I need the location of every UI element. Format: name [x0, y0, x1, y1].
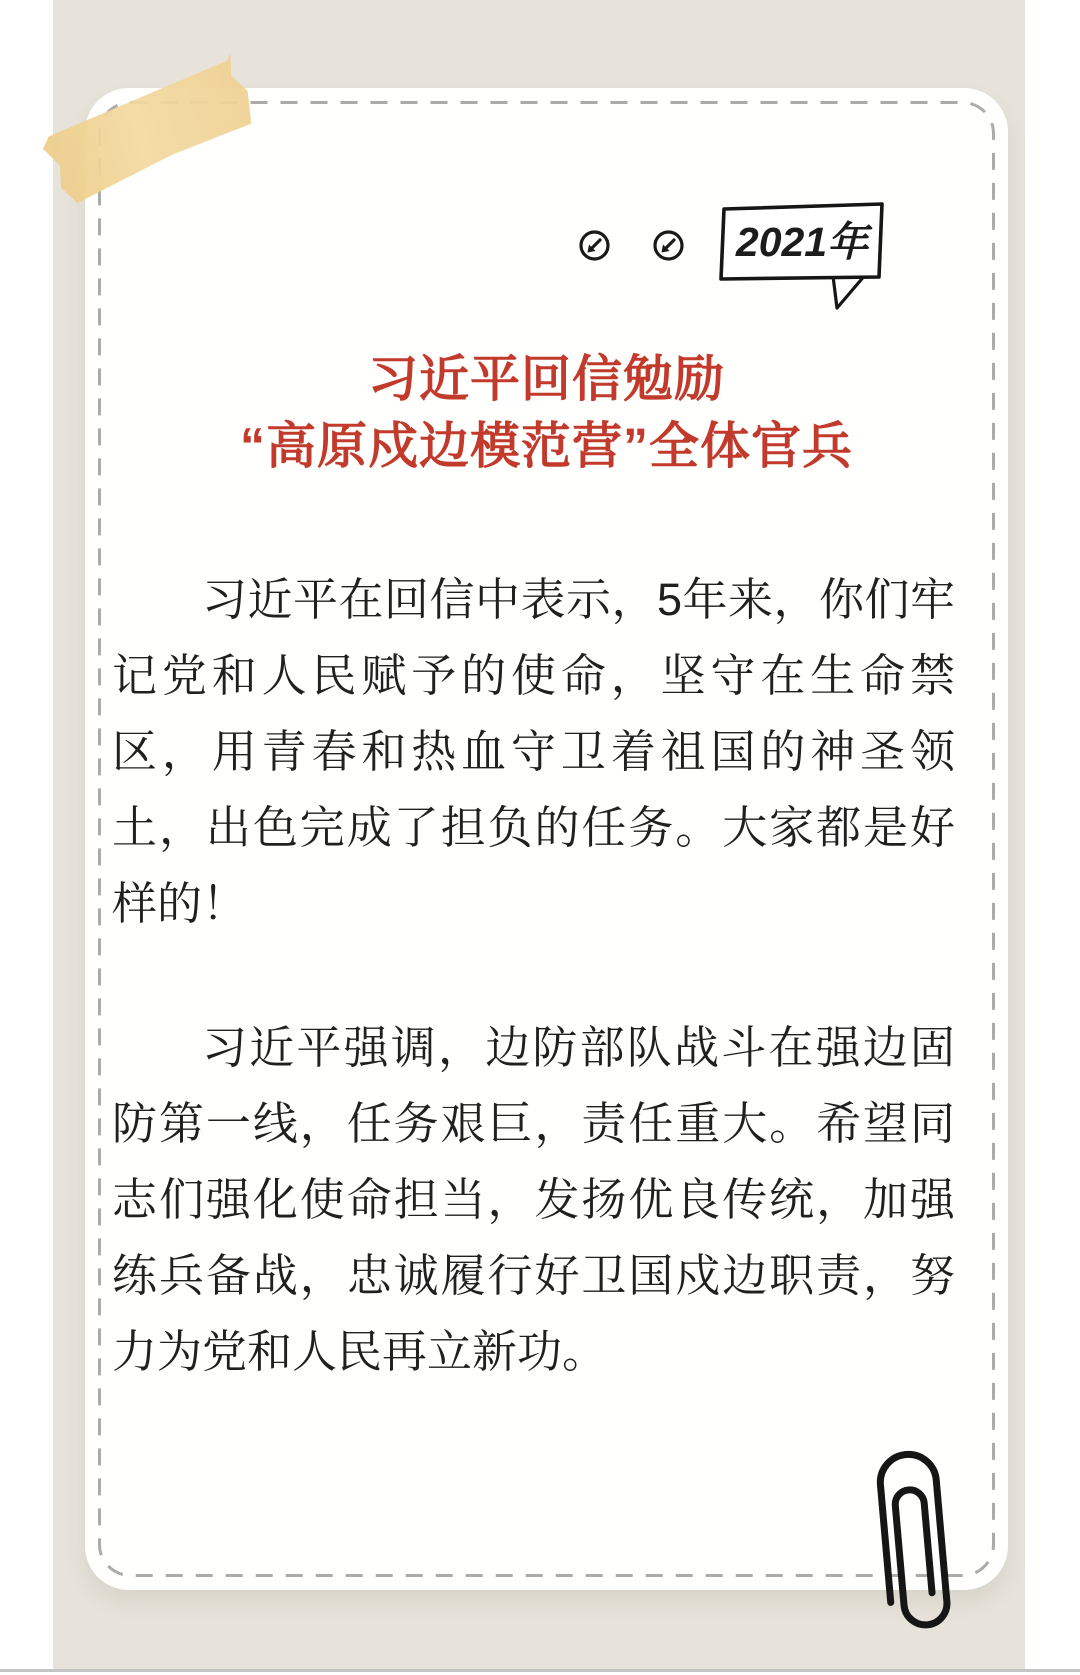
year-speech-bubble	[713, 198, 895, 316]
paperclip-icon	[865, 1441, 967, 1654]
arrow-down-left-circle-icon	[578, 229, 611, 262]
article-title	[85, 346, 1008, 480]
body-paragraph: 习近平在回信中表示，5年来，你们牢记党和人民赋予的使命，坚守在生命禁区，用青春和热血守卫着祖国的神圣领土，出色完成了担负的任务。大家都是好样的！	[112, 574, 955, 929]
bottom-divider-line	[0, 1669, 1080, 1672]
arrow-down-left-circle-icon	[652, 229, 685, 262]
header-icon-row	[578, 229, 685, 262]
year-badge-label: 2021年	[735, 219, 869, 265]
title-line-1: 习近平回信勉励	[368, 351, 725, 407]
body-paragraph: 习近平强调，边防部队战斗在强边固防第一线，任务艰巨，责任重大。希望同志们强化使命担当，发扬优良传统，加强练兵备战，忠诚履行好卫国戍边职责，努力为党和人民再立新功。	[112, 1022, 955, 1377]
title-line-2: “高原戍边模范营”全体官兵	[240, 418, 853, 474]
article-body	[112, 562, 955, 1390]
